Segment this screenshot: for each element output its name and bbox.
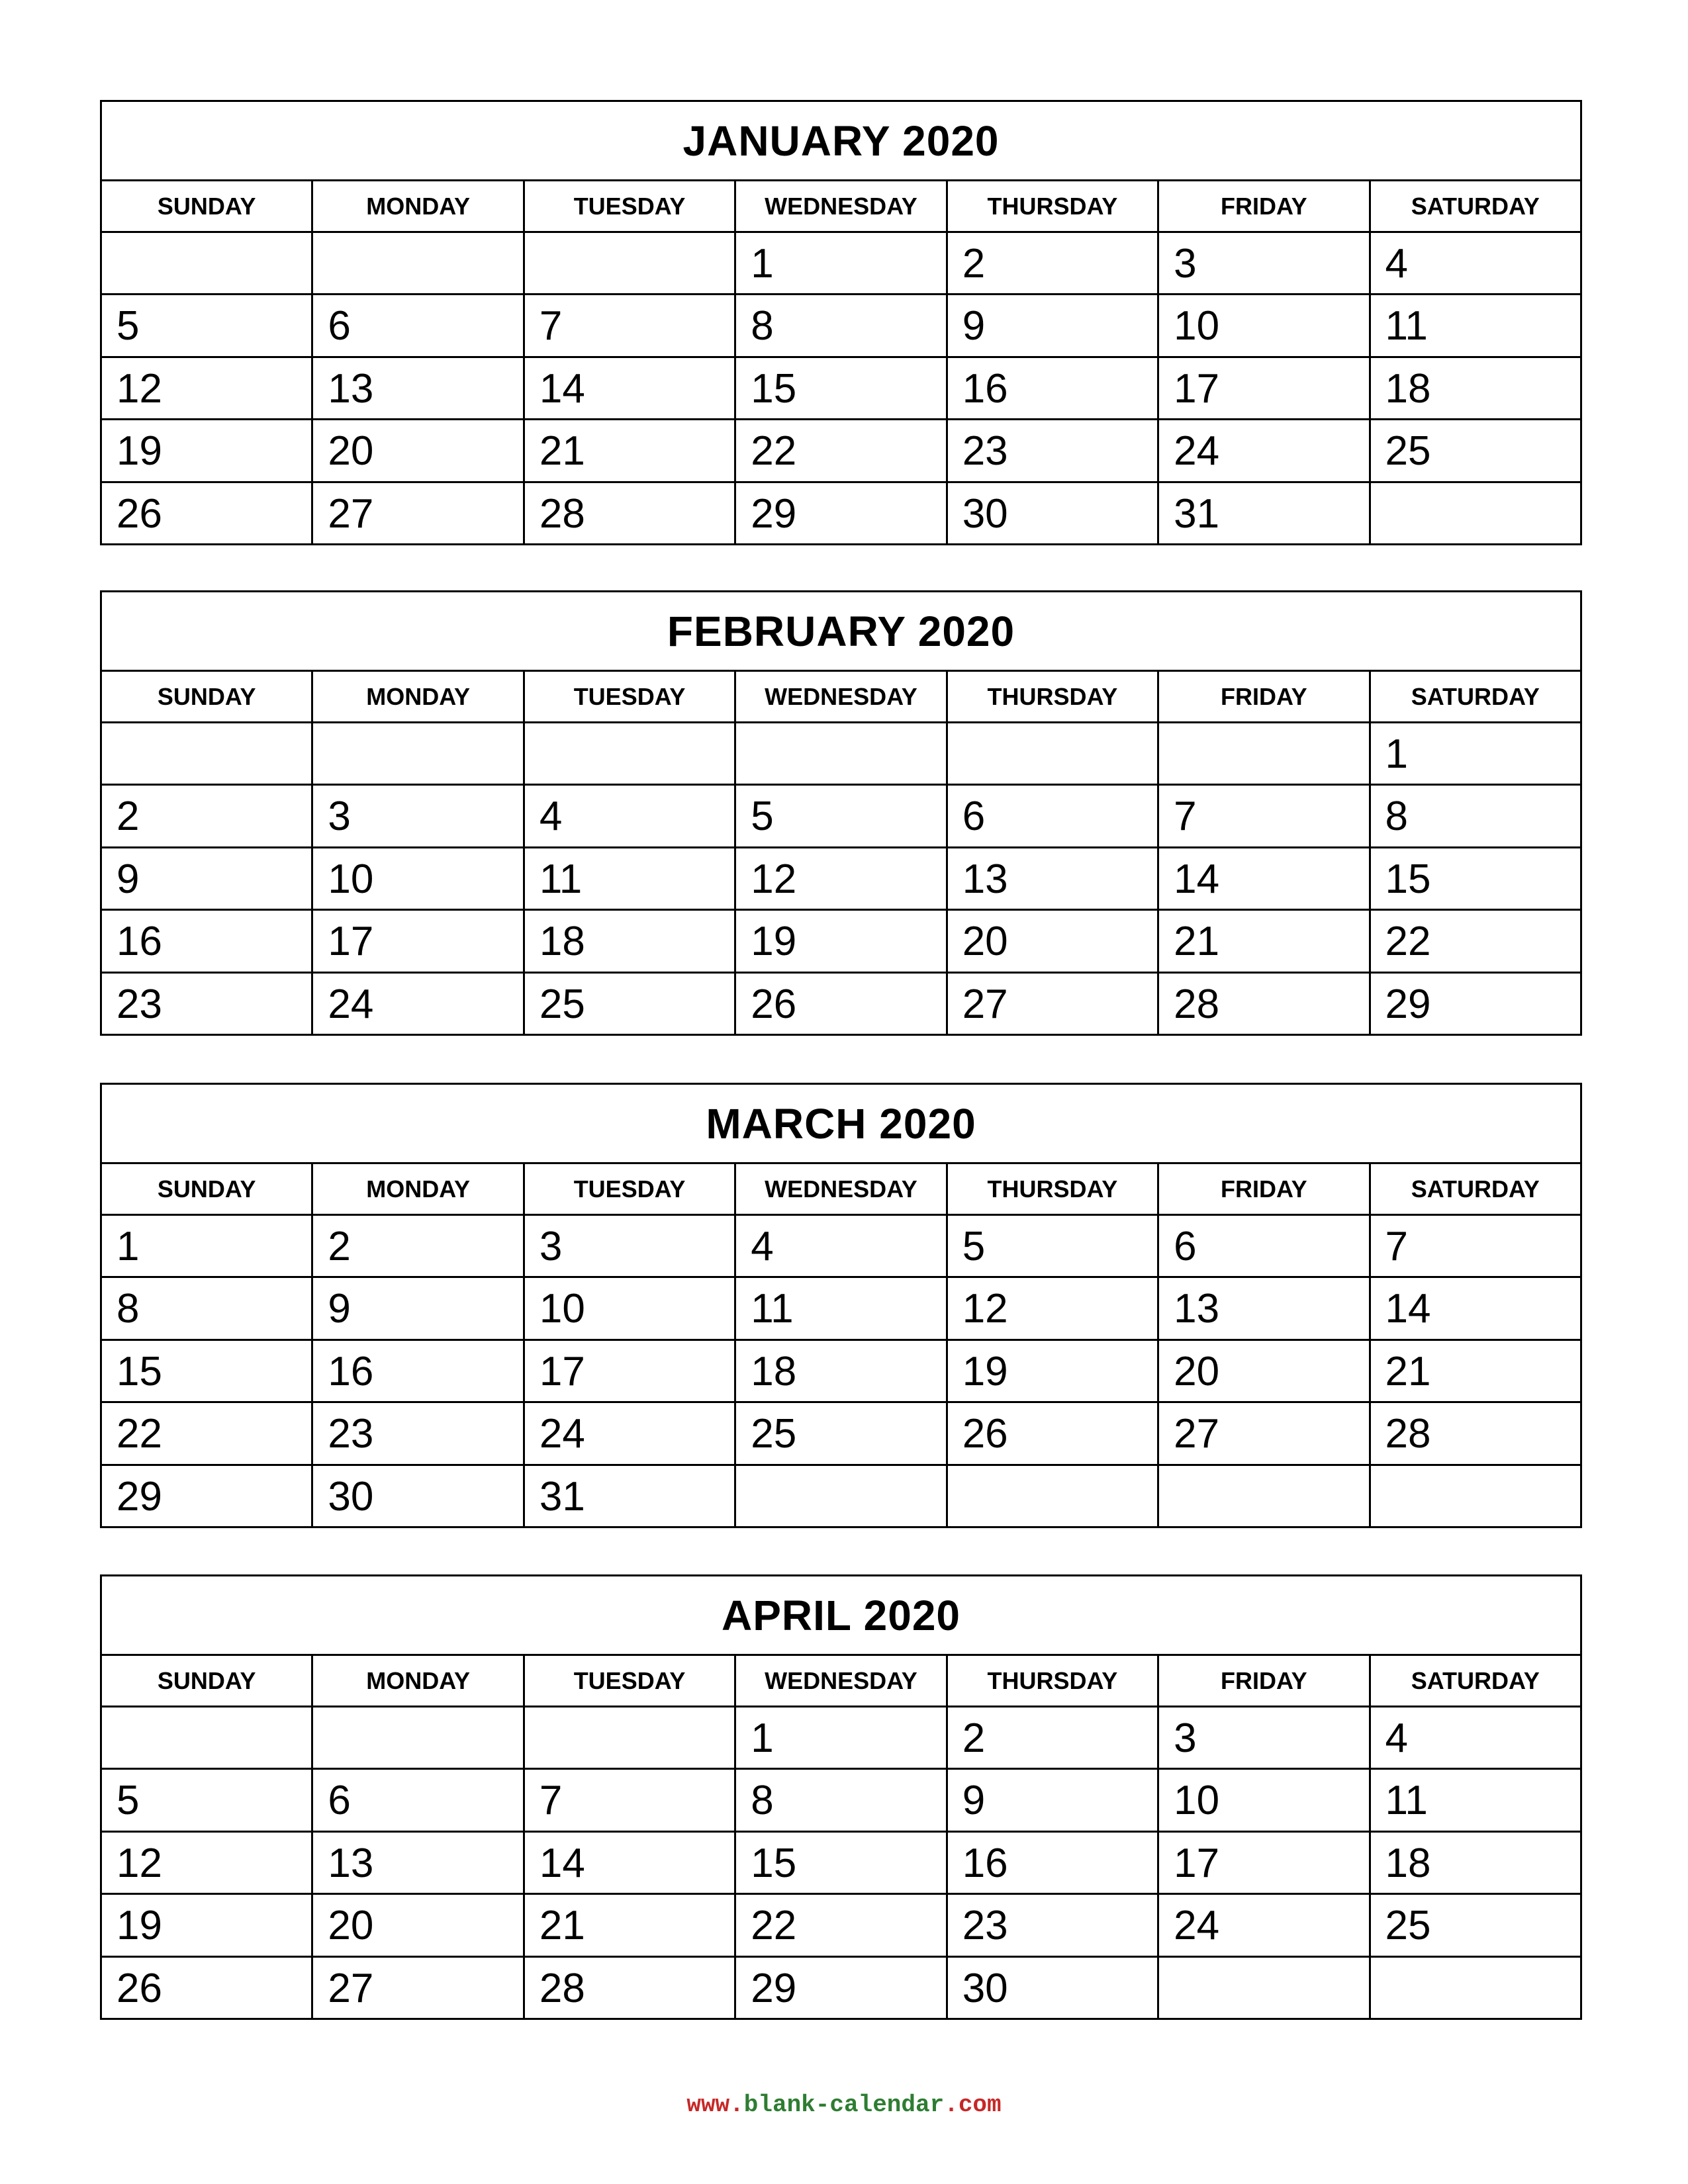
day-cell: 10 [311, 848, 522, 909]
day-cell [102, 723, 311, 784]
weekday-header: TUESDAY [523, 1656, 734, 1706]
weekday-header: THURSDAY [946, 1164, 1157, 1214]
day-cell: 10 [1157, 1770, 1368, 1830]
weekday-header-row [102, 672, 1580, 723]
day-cell [102, 233, 311, 293]
weekday-header: TUESDAY [523, 672, 734, 721]
day-cell: 29 [734, 483, 945, 543]
day-cell: 1 [734, 233, 945, 293]
day-cell: 24 [1157, 420, 1368, 480]
day-cell: 11 [734, 1278, 945, 1338]
day-cell: 4 [1369, 1707, 1580, 1768]
weekday-header: MONDAY [311, 1656, 522, 1706]
day-cell [734, 1466, 945, 1526]
day-cell [311, 1707, 522, 1768]
day-cell: 14 [1369, 1278, 1580, 1338]
day-cell: 11 [1369, 295, 1580, 355]
day-cell: 14 [523, 1833, 734, 1893]
day-cell: 24 [1157, 1895, 1368, 1955]
weekday-header: SUNDAY [157, 1175, 256, 1203]
week-row [102, 295, 1580, 357]
day-cell: 8 [117, 1286, 140, 1332]
day-cell: 9 [117, 856, 140, 902]
day-cell: 14 [523, 358, 734, 418]
day-cell: 15 [117, 1348, 162, 1394]
day-cell [523, 1707, 734, 1768]
day-cell: 25 [523, 974, 734, 1034]
day-cell: 4 [1369, 233, 1580, 293]
month-calendar-march [100, 1083, 1582, 1528]
day-cell: 22 [117, 1411, 162, 1457]
weekday-header: WEDNESDAY [734, 181, 945, 231]
day-cell: 2 [117, 794, 140, 840]
weeks-grid [102, 233, 1580, 543]
day-cell [1157, 723, 1368, 784]
day-cell: 16 [311, 1341, 522, 1401]
day-cell: 20 [311, 420, 522, 480]
week-row [102, 1707, 1580, 1770]
day-cell: 19 [117, 1903, 162, 1949]
day-cell [1369, 1958, 1580, 2018]
day-cell: 31 [523, 1466, 734, 1526]
day-cell: 26 [117, 1965, 162, 2011]
day-cell: 17 [311, 911, 522, 971]
day-cell [311, 723, 522, 784]
day-cell [523, 233, 734, 293]
day-cell: 30 [946, 1958, 1157, 2018]
month-calendar-april [100, 1574, 1582, 2020]
weekday-header: SATURDAY [1369, 1656, 1580, 1706]
week-row [102, 233, 1580, 295]
day-cell: 13 [1157, 1278, 1368, 1338]
day-cell [946, 1466, 1157, 1526]
week-row [102, 911, 1580, 973]
day-cell: 22 [1369, 911, 1580, 971]
day-cell: 20 [1157, 1341, 1368, 1401]
day-cell: 24 [311, 974, 522, 1034]
day-cell [1157, 1958, 1368, 2018]
day-cell: 20 [946, 911, 1157, 971]
day-cell: 7 [1369, 1216, 1580, 1276]
day-cell: 2 [311, 1216, 522, 1276]
day-cell: 30 [946, 483, 1157, 543]
day-cell: 7 [523, 295, 734, 355]
day-cell: 9 [946, 295, 1157, 355]
day-cell: 4 [734, 1216, 945, 1276]
week-row [102, 1895, 1580, 1957]
day-cell: 29 [1369, 974, 1580, 1034]
weekday-header-row [102, 1656, 1580, 1707]
day-cell: 19 [946, 1341, 1157, 1401]
day-cell: 27 [1157, 1403, 1368, 1463]
weekday-header: FRIDAY [1157, 672, 1368, 721]
weekday-header: SUNDAY [157, 682, 256, 710]
weekday-header: SUNDAY [157, 192, 256, 220]
day-cell: 2 [946, 1707, 1157, 1768]
weekday-header: TUESDAY [523, 1164, 734, 1214]
day-cell [946, 723, 1157, 784]
day-cell: 27 [311, 483, 522, 543]
day-cell: 23 [117, 981, 162, 1027]
weeks-grid [102, 1216, 1580, 1526]
weekday-header: FRIDAY [1157, 1164, 1368, 1214]
week-row [102, 1833, 1580, 1895]
day-cell: 6 [946, 786, 1157, 846]
day-cell: 18 [1369, 358, 1580, 418]
day-cell: 10 [523, 1278, 734, 1338]
day-cell: 17 [523, 1341, 734, 1401]
day-cell: 12 [734, 848, 945, 909]
day-cell: 10 [1157, 295, 1368, 355]
day-cell: 18 [1369, 1833, 1580, 1893]
week-row [102, 1278, 1580, 1340]
day-cell: 6 [311, 295, 522, 355]
day-cell: 26 [117, 490, 162, 537]
weekday-header: THURSDAY [946, 1656, 1157, 1706]
day-cell: 3 [311, 786, 522, 846]
day-cell [1369, 1466, 1580, 1526]
day-cell [102, 1707, 311, 1768]
day-cell: 9 [946, 1770, 1157, 1830]
day-cell: 31 [1157, 483, 1368, 543]
day-cell: 29 [734, 1958, 945, 2018]
month-calendar-january [100, 100, 1582, 545]
month-calendar-february [100, 590, 1582, 1036]
day-cell: 3 [523, 1216, 734, 1276]
day-cell: 28 [1369, 1403, 1580, 1463]
weekday-header: MONDAY [311, 181, 522, 231]
weekday-header: SATURDAY [1369, 181, 1580, 231]
day-cell: 7 [1157, 786, 1368, 846]
day-cell: 26 [946, 1403, 1157, 1463]
day-cell: 1 [1369, 723, 1580, 784]
day-cell: 25 [1369, 420, 1580, 480]
weekday-header: SUNDAY [157, 1666, 256, 1694]
day-cell: 16 [117, 919, 162, 965]
month-title: FEBRUARY 2020 [102, 592, 1580, 672]
day-cell: 12 [117, 1840, 162, 1886]
day-cell [1157, 1466, 1368, 1526]
weeks-grid [102, 1707, 1580, 2018]
day-cell: 29 [117, 1473, 162, 1520]
week-row [102, 848, 1580, 911]
day-cell: 18 [734, 1341, 945, 1401]
footer-url-prefix: www. [686, 2091, 744, 2118]
day-cell: 22 [734, 1895, 945, 1955]
day-cell: 21 [523, 1895, 734, 1955]
day-cell: 5 [117, 1778, 140, 1824]
day-cell: 3 [1157, 233, 1368, 293]
day-cell: 17 [1157, 1833, 1368, 1893]
day-cell: 15 [1369, 848, 1580, 909]
day-cell: 1 [734, 1707, 945, 1768]
weekday-header: THURSDAY [946, 672, 1157, 721]
week-row [102, 974, 1580, 1034]
day-cell: 28 [523, 1958, 734, 2018]
day-cell: 5 [946, 1216, 1157, 1276]
day-cell: 11 [523, 848, 734, 909]
day-cell: 27 [946, 974, 1157, 1034]
day-cell [1369, 483, 1580, 543]
weekday-header: WEDNESDAY [734, 1656, 945, 1706]
week-row [102, 483, 1580, 543]
day-cell: 12 [946, 1278, 1157, 1338]
weekday-header: FRIDAY [1157, 1656, 1368, 1706]
day-cell: 19 [117, 428, 162, 475]
day-cell: 17 [1157, 358, 1368, 418]
footer-url-suffix: .com [944, 2091, 1002, 2118]
day-cell: 6 [1157, 1216, 1368, 1276]
month-title: MARCH 2020 [102, 1085, 1580, 1164]
day-cell: 7 [523, 1770, 734, 1830]
day-cell: 23 [946, 420, 1157, 480]
day-cell [734, 723, 945, 784]
month-title: APRIL 2020 [102, 1576, 1580, 1656]
day-cell: 8 [734, 295, 945, 355]
week-row [102, 1403, 1580, 1465]
day-cell: 8 [1369, 786, 1580, 846]
day-cell: 30 [311, 1466, 522, 1526]
week-row [102, 420, 1580, 482]
week-row [102, 786, 1580, 848]
day-cell: 13 [946, 848, 1157, 909]
day-cell: 26 [734, 974, 945, 1034]
day-cell: 24 [523, 1403, 734, 1463]
week-row [102, 723, 1580, 786]
footer-website-link[interactable] [0, 2091, 1688, 2118]
weekday-header-row [102, 181, 1580, 233]
weekday-header: FRIDAY [1157, 181, 1368, 231]
day-cell: 21 [1157, 911, 1368, 971]
week-row [102, 1958, 1580, 2018]
weekday-header: MONDAY [311, 1164, 522, 1214]
day-cell: 27 [311, 1958, 522, 2018]
day-cell: 5 [117, 303, 140, 349]
weeks-grid [102, 723, 1580, 1034]
day-cell: 11 [1369, 1770, 1580, 1830]
day-cell: 25 [1369, 1895, 1580, 1955]
weekday-header: SATURDAY [1369, 1164, 1580, 1214]
weekday-header: TUESDAY [523, 181, 734, 231]
weekday-header: WEDNESDAY [734, 672, 945, 721]
day-cell: 28 [1157, 974, 1368, 1034]
day-cell: 6 [311, 1770, 522, 1830]
weekday-header-row [102, 1164, 1580, 1216]
month-title: JANUARY 2020 [102, 102, 1580, 181]
day-cell: 25 [734, 1403, 945, 1463]
week-row [102, 358, 1580, 420]
day-cell: 28 [523, 483, 734, 543]
day-cell [311, 233, 522, 293]
day-cell: 8 [734, 1770, 945, 1830]
day-cell: 23 [311, 1403, 522, 1463]
day-cell: 16 [946, 1833, 1157, 1893]
day-cell: 13 [311, 358, 522, 418]
day-cell: 22 [734, 420, 945, 480]
day-cell: 16 [946, 358, 1157, 418]
footer-url-domain: blank-calendar [743, 2091, 945, 2118]
week-row [102, 1770, 1580, 1832]
day-cell: 14 [1157, 848, 1368, 909]
weekday-header: SATURDAY [1369, 672, 1580, 721]
day-cell: 15 [734, 1833, 945, 1893]
day-cell: 15 [734, 358, 945, 418]
day-cell: 2 [946, 233, 1157, 293]
day-cell: 13 [311, 1833, 522, 1893]
day-cell [523, 723, 734, 784]
day-cell: 9 [311, 1278, 522, 1338]
day-cell: 23 [946, 1895, 1157, 1955]
day-cell: 5 [734, 786, 945, 846]
day-cell: 20 [311, 1895, 522, 1955]
day-cell: 4 [523, 786, 734, 846]
day-cell: 21 [1369, 1341, 1580, 1401]
week-row [102, 1216, 1580, 1278]
day-cell: 3 [1157, 1707, 1368, 1768]
weekday-header: MONDAY [311, 672, 522, 721]
day-cell: 18 [523, 911, 734, 971]
day-cell: 21 [523, 420, 734, 480]
day-cell: 12 [117, 365, 162, 412]
day-cell: 1 [117, 1224, 140, 1269]
weekday-header: THURSDAY [946, 181, 1157, 231]
weekday-header: WEDNESDAY [734, 1164, 945, 1214]
day-cell: 19 [734, 911, 945, 971]
week-row [102, 1466, 1580, 1526]
week-row [102, 1341, 1580, 1403]
